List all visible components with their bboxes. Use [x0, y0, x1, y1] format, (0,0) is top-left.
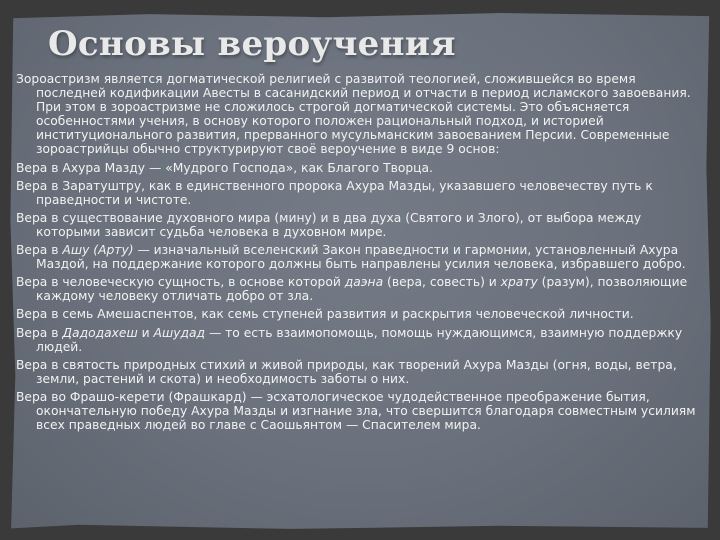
term-asha: Ашу (Арту) [62, 243, 134, 258]
tenet-aid-text-3: — то есть взаимопомощь, помощь нуждающимся, взаимную поддержку людей. [36, 325, 683, 354]
tenet-human-text-2: (вера, совесть) и [383, 275, 501, 290]
tenet-asha-text-2: — изначальный вселенский Закон праведности и гармонии, установленный Ахура Маздой, на поддержание которого должны быть направлены усилия человека, избравшего добро. [36, 243, 686, 272]
tenet-aid-text-2: и [137, 325, 154, 340]
tenet-asha [16, 243, 706, 271]
tenet-asha-text-1: Вера в [16, 243, 63, 258]
slide-body [16, 72, 706, 436]
tenet-spiritual-world: Вера в существование духовного мира (мину) и в два духа (Святого и Злого), от выбора между которыми зависит судьба человека в духовном мире. [16, 210, 642, 239]
tenet-human-text-3: (разум), позволяющие каждому человеку отличать добро от зла. [36, 275, 688, 304]
tenet-ahura-mazda: Вера в Ахура Мазду — «Мудрого Господа», как Благого Творца. [16, 160, 433, 175]
tenet-ameshaspentas: Вера в семь Амешаспентов, как семь ступеней развития и раскрытия человеческой личности. [16, 307, 634, 322]
tenet-nature: Вера в святость природных стихий и живой природы, как творений Ахура Мазды (огня, воды, ветра, земли, растений и скота) и необходимость заботы о них. [16, 357, 677, 386]
tenet-mutual-aid [16, 326, 706, 354]
term-ashudad: Ашудад [153, 325, 206, 340]
term-daena: даэна [344, 275, 384, 290]
tenet-zarathustra: Вера в Заратуштру, как в единственного пророка Ахура Мазды, указавшего человечеству путь к праведности и чистоте. [16, 178, 653, 207]
slide-title: Основы вероучения [48, 24, 456, 64]
tenet-human-text-1: Вера в человеческую сущность, в основе которой [16, 275, 345, 290]
tenet-human-essence [16, 275, 706, 303]
intro-paragraph: Зороастризм является догматической религией с развитой теологией, сложившейся во время последней кодификации Авесты в сасанидский период и отчасти в период исламского завоевания. При этом в зороастризме не сложилось строгой догматической системы. Это объясняется особенностями учения, в основу которого положен рациональный подход, и историей институционального развития, прерванного мусульманским завоеванием Персии. Современные зороастрийцы обычно структурируют своё вероучение в виде 9 основ: [16, 72, 691, 157]
tenet-aid-text-1: Вера в [16, 325, 63, 340]
term-khratu: храту [500, 275, 538, 290]
tenet-frasho-kereti: Вера во Фрашо-керети (Фрашкард) — эсхатологическое чудодейственное преображение бытия, окончательную победу Ахура Мазды и изгнание зла, что свершится благодаря совместным усилиям всех праведных людей во главе с Саошьянтом — Спасителем мира. [16, 389, 696, 433]
term-dadodahesh: Дадодахеш [62, 325, 138, 340]
